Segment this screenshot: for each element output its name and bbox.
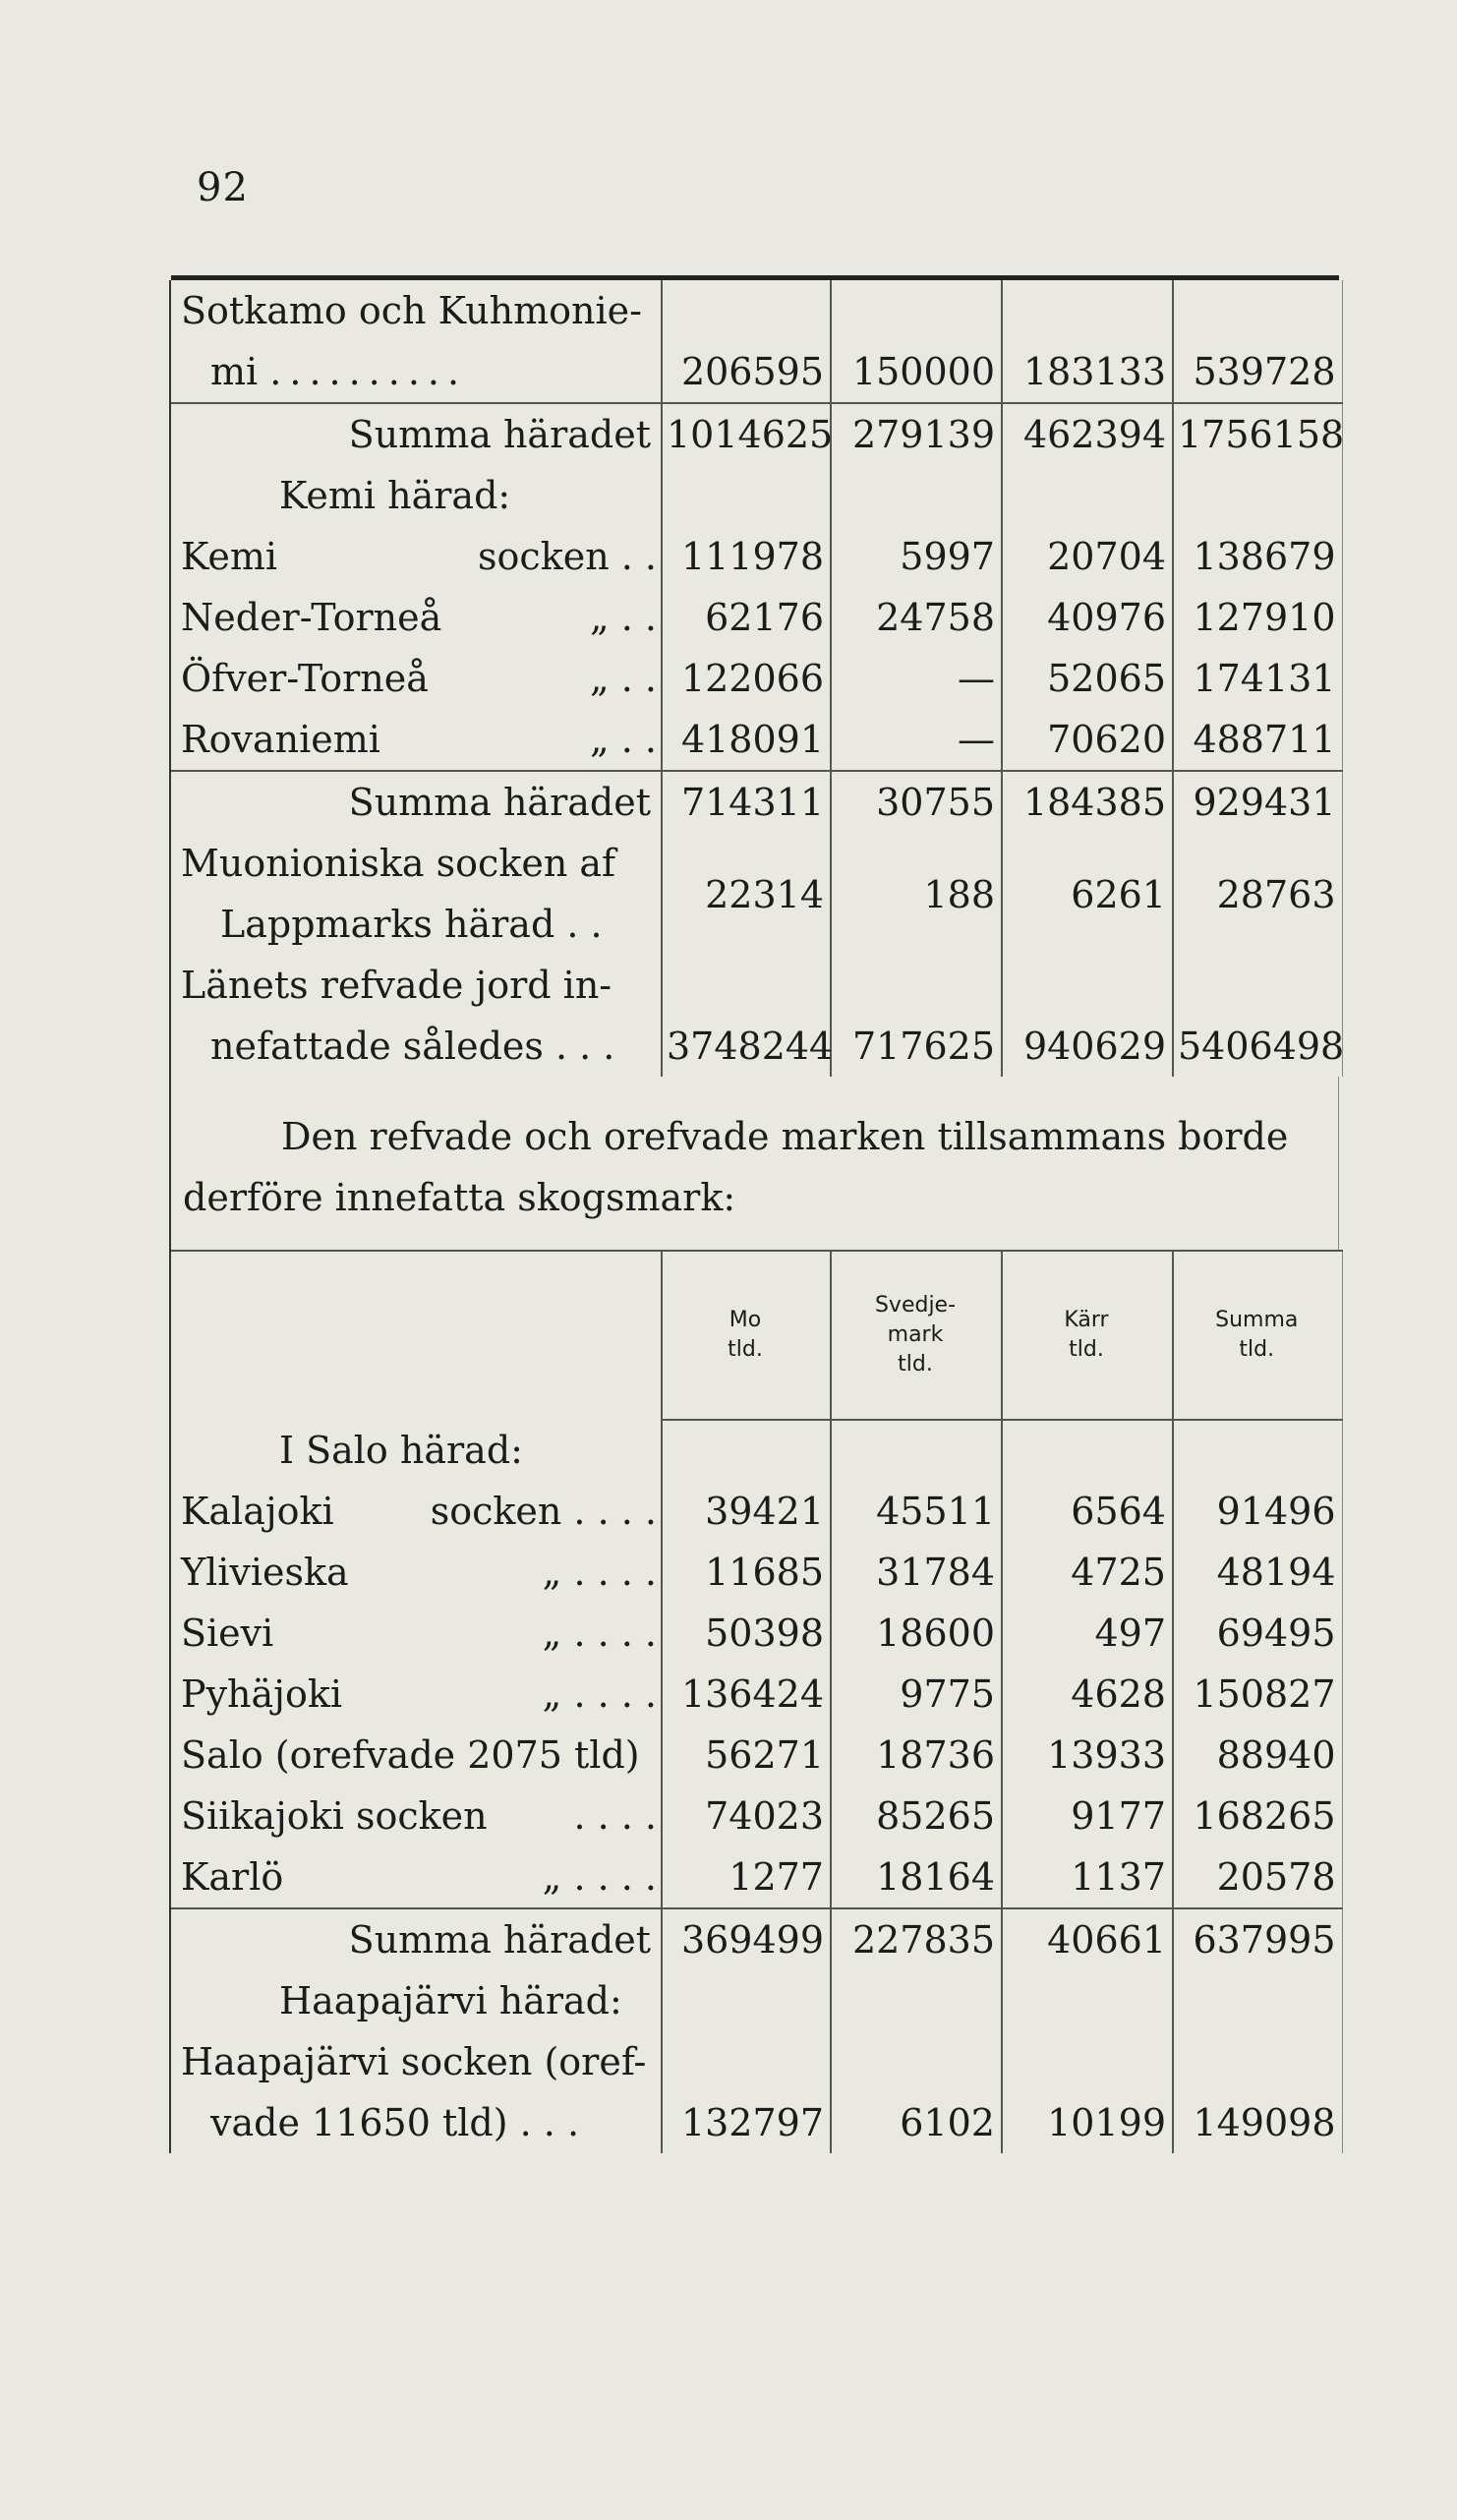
column-header-line: Mo (728, 1308, 762, 1332)
value-cell: 9775 (831, 1664, 1002, 1725)
place-name: Kemi (181, 535, 278, 578)
value-cell: 488711 (1173, 709, 1342, 771)
row-label-line-1: Sotkamo och Kuhmonie- (170, 280, 662, 341)
table-skogsmark (169, 1250, 1343, 2153)
district-heading: Haapajärvi härad: (170, 1970, 662, 2031)
value-cell: 462394 (1002, 403, 1173, 465)
row-label (170, 1786, 662, 1846)
value-cell: 1014625 (662, 403, 831, 465)
table-row (170, 648, 1342, 709)
row-label-text: nefattade således . . . (210, 1025, 615, 1068)
row-label-line-1: Länets refvade jord in- (170, 955, 662, 1016)
table-row (170, 709, 1342, 771)
row-label-line-1: Haapajärvi socken (oref- (170, 2031, 662, 2092)
row-label (170, 648, 662, 709)
district-heading: I Salo härad: (170, 1420, 662, 1481)
row-suffix: „ . . . . (542, 1612, 657, 1655)
column-header-line: mark (887, 1322, 944, 1347)
empty-cell (662, 280, 831, 341)
value-cell: — (831, 709, 1002, 771)
row-label (170, 587, 662, 648)
row-label-line-2: Lappmarks härad . . (170, 894, 662, 955)
value-cell: 11685 (662, 1542, 831, 1603)
table-row (170, 280, 1342, 341)
value-cell: 10199 (1002, 2092, 1173, 2153)
empty-cell (1173, 1970, 1342, 2031)
row-label-line-1: Muonioniska socken af (170, 833, 662, 894)
table-row (170, 1664, 1342, 1725)
row-label-text: vade 11650 tld) . . . (210, 2101, 580, 2144)
row-label (170, 1603, 662, 1664)
value-cell: 48194 (1173, 1542, 1342, 1603)
table-row (170, 2031, 1342, 2092)
row-label-text: mi (210, 350, 259, 393)
empty-cell (662, 2031, 831, 2092)
empty-cell (831, 280, 1002, 341)
column-header-line: tld. (728, 1337, 763, 1362)
value-cell: 22314 (662, 864, 831, 925)
column-header-line: tld. (898, 1352, 933, 1377)
table-row (170, 587, 1342, 648)
row-suffix: „ . . (589, 718, 657, 761)
value-cell: 74023 (662, 1786, 831, 1846)
row-suffix: . . . . (573, 1794, 657, 1838)
value-cell: 31784 (831, 1542, 1002, 1603)
empty-cell (1173, 465, 1342, 526)
value-cell: 227835 (831, 1908, 1002, 1970)
table-row (170, 526, 1342, 587)
table-refvad-jord (169, 280, 1343, 1077)
place-name: Ylivieska (181, 1551, 349, 1594)
value-cell: 30755 (831, 771, 1002, 833)
empty-cell (831, 1970, 1002, 2031)
value-cell: 13933 (1002, 1725, 1173, 1786)
place-name: Salo (orefvade 2075 tld) (181, 1733, 640, 1777)
empty-cell (831, 2031, 1002, 2092)
empty-cell (831, 1420, 1002, 1481)
value-cell: 5406498 (1173, 1016, 1342, 1077)
value-cell: 28763 (1173, 864, 1342, 925)
place-name: Öfver-Torneå (181, 657, 429, 700)
column-header-line: tld. (1239, 1337, 1275, 1362)
value-cell: 4628 (1002, 1664, 1173, 1725)
column-header-row (170, 1251, 1342, 1420)
value-cell: 122066 (662, 648, 831, 709)
paragraph-line-1: Den refvade och orefvade marken tillsammans borde (281, 1115, 1289, 1158)
value-cell: 1137 (1002, 1846, 1173, 1908)
value-cell: 85265 (831, 1786, 1002, 1846)
value-cell: 5997 (831, 526, 1002, 587)
district-heading-row (170, 1420, 1342, 1481)
value-cell: 1277 (662, 1846, 831, 1908)
summa-row (170, 771, 1342, 833)
empty-cell (831, 955, 1002, 1016)
value-cell: 69495 (1173, 1603, 1342, 1664)
table-row (170, 1725, 1342, 1786)
row-label (170, 1725, 662, 1786)
value-cell: 132797 (662, 2092, 831, 2153)
district-heading-row (170, 1970, 1342, 2031)
summa-row (170, 1908, 1342, 1970)
row-label (170, 1542, 662, 1603)
value-cell: 279139 (831, 403, 1002, 465)
value-cell: 539728 (1173, 341, 1342, 403)
value-cell: 138679 (1173, 526, 1342, 587)
row-suffix: „ . . . . (542, 1855, 657, 1899)
value-cell: 45511 (831, 1481, 1002, 1542)
row-label (170, 709, 662, 771)
summa-label: Summa häradet (170, 403, 662, 465)
value-cell: 40976 (1002, 587, 1173, 648)
column-header (662, 1251, 831, 1420)
place-name: Karlö (181, 1855, 284, 1899)
header-label-cell (170, 1251, 662, 1420)
value-cell: 52065 (1002, 648, 1173, 709)
empty-cell (1173, 955, 1342, 1016)
row-label (170, 526, 662, 587)
summa-row (170, 403, 1342, 465)
row-suffix: socken . . (478, 535, 657, 578)
table-row (170, 341, 1342, 403)
page-number: 92 (197, 165, 249, 210)
place-name: Rovaniemi (181, 718, 380, 761)
value-cell: 369499 (662, 1908, 831, 1970)
summa-label: Summa häradet (170, 1908, 662, 1970)
value-cell: 24758 (831, 587, 1002, 648)
empty-cell (1002, 1420, 1173, 1481)
table-row (170, 1542, 1342, 1603)
column-header (1002, 1251, 1173, 1420)
empty-cell (1002, 2031, 1173, 2092)
summa-label: Summa häradet (170, 771, 662, 833)
value-cell: 717625 (831, 1016, 1002, 1077)
leader-dots: .......... (269, 350, 468, 393)
value-cell: 1756158 (1173, 403, 1342, 465)
column-header-line: tld. (1069, 1337, 1104, 1362)
row-label-line-2 (170, 2092, 662, 2153)
value-cell: 6261 (1002, 864, 1173, 925)
place-name: Neder-Torneå (181, 596, 442, 639)
empty-cell (1002, 955, 1173, 1016)
value-cell: 136424 (662, 1664, 831, 1725)
value-cell: 168265 (1173, 1786, 1342, 1846)
value-cell: 3748244 (662, 1016, 831, 1077)
empty-cell (1173, 1420, 1342, 1481)
empty-cell (831, 465, 1002, 526)
value-cell: 150000 (831, 341, 1002, 403)
value-cell: 50398 (662, 1603, 831, 1664)
row-suffix: „ . . . . (542, 1672, 657, 1716)
value-cell: 637995 (1173, 1908, 1342, 1970)
value-cell: 127910 (1173, 587, 1342, 648)
value-cell: 714311 (662, 771, 831, 833)
value-cell: 940629 (1002, 1016, 1173, 1077)
table-row (170, 1846, 1342, 1908)
district-heading-row (170, 465, 1342, 526)
value-cell: 4725 (1002, 1542, 1173, 1603)
value-cell: 497 (1002, 1603, 1173, 1664)
paragraph-skogsmark (169, 1077, 1339, 1250)
row-label (170, 1664, 662, 1725)
table-row (170, 955, 1342, 1016)
column-header-line: Kärr (1064, 1308, 1109, 1332)
value-cell: 149098 (1173, 2092, 1342, 2153)
row-suffix: „ . . (589, 596, 657, 639)
row-label (170, 1846, 662, 1908)
empty-cell (1002, 1970, 1173, 2031)
column-header-line: Svedje- (874, 1293, 957, 1318)
value-cell: 184385 (1002, 771, 1173, 833)
empty-cell (1002, 280, 1173, 341)
place-name: Sievi (181, 1612, 274, 1655)
table-row (170, 894, 1342, 955)
statistics-page (169, 275, 1345, 2153)
empty-cell (1173, 2031, 1342, 2092)
value-cell: — (831, 648, 1002, 709)
table-row (170, 1786, 1342, 1846)
paragraph-line-2: derföre innefatta skogsmark: (183, 1176, 736, 1219)
row-label (170, 1481, 662, 1542)
value-cell: 20578 (1173, 1846, 1342, 1908)
value-cell: 111978 (662, 526, 831, 587)
place-name: Siikajoki socken (181, 1794, 488, 1838)
column-header-line: Summa (1215, 1308, 1299, 1332)
value-cell: 70620 (1002, 709, 1173, 771)
value-cell: 174131 (1173, 648, 1342, 709)
value-cell: 18600 (831, 1603, 1002, 1664)
empty-cell (662, 1420, 831, 1481)
value-cell: 88940 (1173, 1725, 1342, 1786)
empty-cell (1173, 280, 1342, 341)
column-header (1173, 1251, 1342, 1420)
value-cell: 150827 (1173, 1664, 1342, 1725)
empty-cell (662, 1970, 831, 2031)
place-name: Pyhäjoki (181, 1672, 343, 1716)
value-cell: 40661 (1002, 1908, 1173, 1970)
value-cell: 418091 (662, 709, 831, 771)
row-suffix: „ . . . . (542, 1551, 657, 1594)
value-cell: 62176 (662, 587, 831, 648)
place-name: Kalajoki (181, 1490, 334, 1533)
value-cell: 183133 (1002, 341, 1173, 403)
value-cell: 20704 (1002, 526, 1173, 587)
value-cell: 18164 (831, 1846, 1002, 1908)
value-cell: 56271 (662, 1725, 831, 1786)
value-cell: 206595 (662, 341, 831, 403)
value-cell: 39421 (662, 1481, 831, 1542)
value-cell: 6102 (831, 2092, 1002, 2153)
table-row (170, 1016, 1342, 1077)
column-header (831, 1251, 1002, 1420)
row-suffix: „ . . (589, 657, 657, 700)
empty-cell (662, 955, 831, 1016)
row-label-line-2 (170, 341, 662, 403)
value-cell: 6564 (1002, 1481, 1173, 1542)
empty-cell (662, 465, 831, 526)
value-cell: 9177 (1002, 1786, 1173, 1846)
table-row (170, 1481, 1342, 1542)
empty-cell (1002, 465, 1173, 526)
table-row (170, 1603, 1342, 1664)
value-cell: 91496 (1173, 1481, 1342, 1542)
row-label-line-2 (170, 1016, 662, 1077)
row-suffix: socken . . . . (430, 1490, 657, 1533)
table-row (170, 2092, 1342, 2153)
district-heading: Kemi härad: (170, 465, 662, 526)
value-cell: 18736 (831, 1725, 1002, 1786)
value-cell: 929431 (1173, 771, 1342, 833)
value-cell: 188 (831, 864, 1002, 925)
